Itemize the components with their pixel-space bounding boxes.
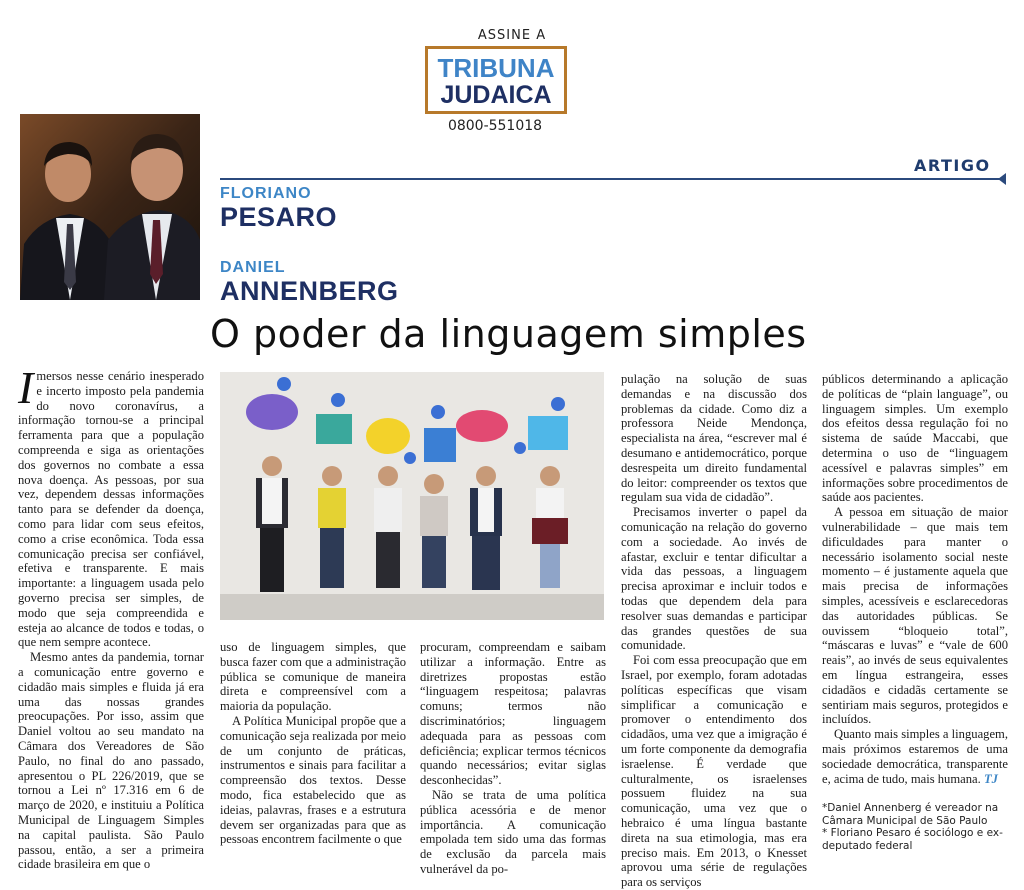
paragraph: A pessoa em situação de maior vulnerabilidade – que mais tem dificuldades para manter o necessário isolamento social neste momento – é justamente aquela que mais precisa de informações simples, acessíveis e esclarecedoras das autoridades públicas. Se ouvissem “bloqueio total”, “máscaras e luvas” e “vale de 600 reais”, ao invés de seus equivalentes em língua estrangeira, esses cidadãos e cidadãs certamente se sentiriam mais seguros, protegidos e incluídos.: [822, 505, 1008, 727]
paragraph: procuram, compreendam e saibam utilizar a informação. Entre as diretrizes propostas estão “linguagem respeitosa; palavras comuns; termos não discriminatórios; linguagem adequada para as pessoas com deficiência; explicar termos técnicos quando necessários; evitar siglas desconhecidas”.: [420, 640, 606, 788]
article-illustration: [220, 372, 604, 620]
author-last-name: ANNENBERG: [220, 276, 399, 306]
paragraph: Foi com essa preocupação que em Israel, por exemplo, foram adotadas políticas específicas que visam simplificar a comunicação e promover o entendimento dos cidadãos, uma vez que a imigração é um forte componente da demografia israelense. É verdade que culturalmente, os israelenses possuem fluidez na sua comunicação, uma vez que o hebraico é uma língua bastante direta na sua etimologia, mas era preciso mais. Em 2013, o Knesset aprovou uma série de regulações para os serviços: [621, 653, 807, 890]
headline: O poder da linguagem simples: [210, 312, 807, 356]
article-column-5: [822, 372, 1008, 786]
byline-1: [220, 185, 337, 231]
article-column-1: [18, 362, 204, 872]
dropcap: I: [18, 362, 34, 413]
author-note: *Daniel Annenberg é vereador na Câmara Municipal de São Paulo: [822, 802, 999, 827]
tribuna-judaica-logo[interactable]: [425, 46, 567, 114]
authors-photo: [20, 114, 200, 300]
paragraph: Não se trata de uma política pública acessória e de menor importância. A comunicação empolada tem sido uma das formas de exclusão da parcela mais vulnerável da po-: [420, 787, 606, 876]
author-last-name: PESARO: [220, 202, 338, 232]
paragraph: públicos determinando a aplicação de políticas de “plain language”, ou linguagem simples. Um exemplo dos efeitos dessa regulação foi no sistema de saúde Maccabi, que determina o uso de “linguagem acessível e palavras simples” em informações sobre procedimentos de saúde aos pacientes.: [822, 372, 1008, 505]
paragraph: uso de linguagem simples, que busca fazer com que a administração pública se comunique de maneira direta e compreensível com a maioria da população.: [220, 640, 406, 714]
section-tag: ARTIGO: [914, 156, 991, 175]
article-column-3: [420, 640, 606, 877]
author-first-name: DANIEL: [220, 259, 286, 276]
paragraph: A Política Municipal propõe que a comunicação seja realizada por meio de um conjunto de práticas, instrumentos e sinais para facilitar a compreensão dos textos. Desse modo, fica estabelecido que as ideias, palavras, frases e a estrutura devem ser organizadas para que as pessoas encontrem facilmente o que: [220, 713, 407, 847]
paragraph: pulação na solução de suas demandas e na discussão dos problemas da cidade. Como diz a professora Neide Mendonça, especialista na área, “escrever mal é desumano e antidemocrático, porque desrespeita um direito fundamental do leitor: compreender os textos que regulam sua vida de cidadão”.: [621, 372, 807, 505]
author-first-name: FLORIANO: [220, 185, 312, 202]
paragraph: mersos nesse cenário inesperado e incerto imposto pela pandemia do novo coronavírus, a informação tornou-se a principal ferramenta para que a população compreenda e siga as orientações dos governos no combate a essa nova doença. As pessoas, por sua vez, dependem dessas informações tanto para se defender da doença, como para lidar com seus efeitos, como a crise econômica. Toda essa comunicação precisa ser confiável, efetiva e transparente. E mais importante: a linguagem usada pelo governo precisa ser simples, de modo que seja compreendida e esteja ao alcance de todos e todas, o que nem sempre acontece.: [18, 369, 204, 650]
paragraph-text: Quanto mais simples a linguagem, mais próximos estaremos de uma sociedade democrática, transparente e, acima de tudo, mais humana.: [822, 727, 1008, 786]
author-note: * Floriano Pesaro é sociólogo e ex-deputado federal: [822, 827, 1003, 852]
logo-line2: JUDAICA: [440, 81, 552, 109]
logo-line1: TRIBUNA: [437, 53, 555, 83]
article-column-4: [621, 372, 807, 890]
section-rule: [220, 178, 1000, 180]
ad-phone: 0800-551018: [447, 118, 543, 134]
tj-signature: TJ: [983, 771, 998, 786]
paragraph: Precisamos inverter o papel da comunicação na relação do governo com a sociedade. Ao invés de afastar, excluir e tentar dificultar a vida das pessoas, a linguagem precisa aproximar e incluir todos e todas que dependem dela para resolver suas demandas e participar das grandes questões de sua comunidade.: [621, 505, 807, 653]
paragraph: Mesmo antes da pandemia, tornar a comunicação entre governo e cidadão mais simples e fluida já era uma das nossas grandes preocupações. Por isso, assim que Daniel voltou ao seu mandato na Câmara dos Vereadores de São Paulo, no final do ano passado, apresentou o PL 226/2019, que se tornou a Lei nº 17.316 em 6 de março de 2020, e instituiu a Política Municipal de Linguagem Simples na capital paulista. São Paulo passou, então, a ser a primeira cidade brasileira em que o: [18, 650, 204, 872]
byline-2: [220, 259, 399, 305]
rule-arrow: [998, 173, 1006, 185]
article-column-2: [220, 640, 406, 847]
author-notes: [822, 802, 1010, 852]
paragraph: [822, 727, 1008, 786]
ad-assine-label: ASSINE A: [477, 28, 547, 43]
